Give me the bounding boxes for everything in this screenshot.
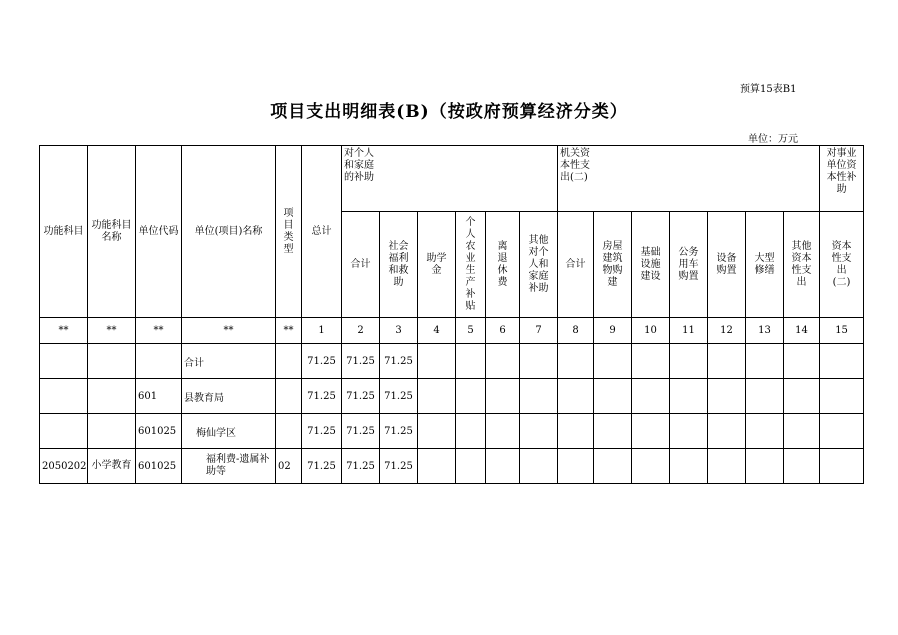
- header-col-14: 其他资本性支出: [791, 240, 812, 288]
- header-col-6: 离退休费: [497, 240, 508, 288]
- header-col-15: 资本性支出(二): [831, 240, 852, 288]
- expenditure-table: [39, 145, 864, 484]
- index-row: ** ** ** ** ** 1 2 3 4 5 6 7 8 9 10 11 12 13 14 15: [40, 318, 864, 344]
- header-col-5: 个人农业生产补贴: [465, 216, 476, 312]
- header-col-2: 合计: [342, 212, 380, 318]
- header-func-code: 功能科目: [40, 146, 88, 318]
- table-row: 601025 梅仙学区 71.25 71.25 71.25: [40, 414, 864, 449]
- header-col-10: 基础设施建设: [640, 246, 661, 282]
- header-col-8: 合计: [558, 212, 594, 318]
- page-title: 项目支出明细表(B)（按政府预算经济分类）: [270, 102, 628, 122]
- group-enterprise: 对事业单位资本性补助: [826, 148, 857, 195]
- header-unit-name: 单位(项目)名称: [182, 146, 276, 318]
- unit-label: 单位：万元: [748, 134, 798, 145]
- group-personal: 对个人和家庭的补助: [344, 148, 374, 183]
- header-col-12: 设备购置: [716, 252, 737, 276]
- header-col-9: 房屋建筑物购建: [602, 240, 623, 288]
- header-col-11: 公务用车购置: [678, 246, 699, 282]
- header-total: 总计: [302, 146, 342, 318]
- header-proj-type: 项目类型: [283, 207, 294, 255]
- group-org-capital: 机关资本性支出(二): [560, 148, 590, 183]
- header-col-13: 大型修缮: [754, 252, 775, 276]
- table-row: 2050202 小学教育 601025 福利费-遗属补助等 02 71.25 71.25 71.25: [40, 449, 864, 484]
- table-row: 601 县教育局 71.25 71.25 71.25: [40, 379, 864, 414]
- header-unit-code: 单位代码: [136, 146, 182, 318]
- header-col-7: 其他对个人和家庭补助: [528, 234, 549, 294]
- header-func-name: 功能科目名称: [88, 146, 136, 318]
- form-number: 预算15表B1: [740, 84, 797, 95]
- header-col-3: 社会福利和救助: [388, 240, 409, 288]
- header-col-4: 助学金: [426, 252, 447, 276]
- table-row: 合计 71.25 71.25 71.25: [40, 344, 864, 379]
